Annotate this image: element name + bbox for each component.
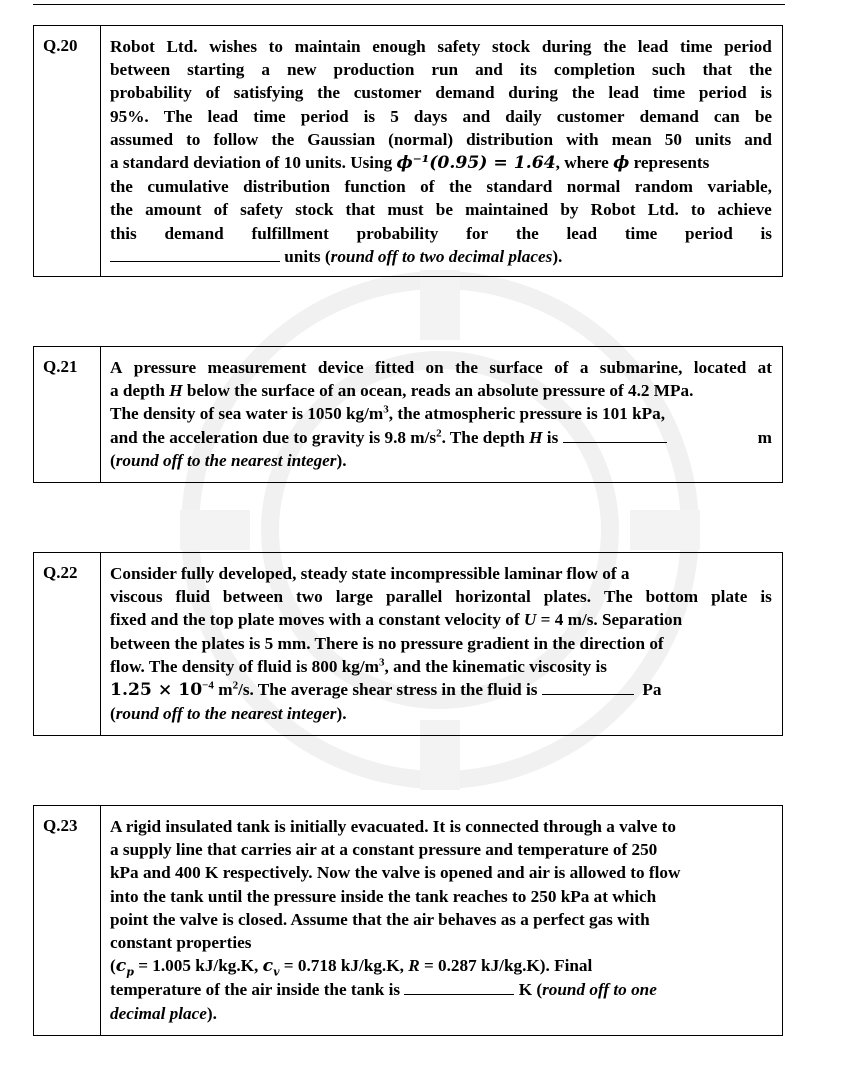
rounding-note: round off to two decimal places xyxy=(330,246,553,266)
rounding-note: round off to the nearest integer xyxy=(115,704,337,724)
word: stock xyxy=(295,200,334,220)
text-line: between the plates is 5 mm. There is no pressure gradient in the direction of xyxy=(110,633,664,653)
word: the xyxy=(603,37,627,56)
text-line xyxy=(110,402,772,425)
word: period xyxy=(300,106,349,126)
question-box-q20 xyxy=(33,25,783,277)
word: lead xyxy=(608,83,639,103)
word: customer xyxy=(353,83,422,103)
word: the xyxy=(749,60,772,80)
text-line: a supply line that carries air at a constant pressure and temperature of 250 xyxy=(110,840,658,860)
word: that xyxy=(702,60,733,80)
question-box-q23 xyxy=(33,805,783,1036)
text-line-answer xyxy=(110,426,772,449)
answer-blank[interactable] xyxy=(110,246,280,262)
word: daily xyxy=(505,106,542,126)
question-number: Q.23 xyxy=(34,806,101,1035)
word: mean xyxy=(611,129,652,149)
word: time xyxy=(253,106,286,126)
page-top-rule xyxy=(33,0,785,5)
answer-unit: units ( xyxy=(280,246,331,266)
word: standard xyxy=(486,177,553,197)
text-line: (round off to the nearest integer). xyxy=(110,704,347,724)
word: can xyxy=(713,106,740,126)
word: is xyxy=(760,223,772,243)
phi-symbol: ϕ xyxy=(613,153,630,174)
text-line xyxy=(110,35,772,58)
rounding-note: round off to one xyxy=(542,980,657,1000)
word: completion xyxy=(553,60,636,80)
word: 95%. xyxy=(110,106,149,126)
word: by xyxy=(560,200,579,220)
word: production xyxy=(333,60,415,80)
word: such xyxy=(652,60,686,80)
word: demand xyxy=(639,106,699,126)
text-line xyxy=(110,81,772,104)
word: and xyxy=(475,60,503,80)
word: Robot xyxy=(590,200,636,220)
var-U: U xyxy=(523,610,537,630)
word: at xyxy=(757,358,772,377)
word: satisfying xyxy=(233,83,304,103)
word: assumed xyxy=(110,129,174,149)
word: the xyxy=(317,83,341,103)
word: maintain xyxy=(294,37,361,56)
var-cp: c xyxy=(115,956,127,977)
text-fragment: = 0.287 kJ/kg.K). Final xyxy=(419,956,593,976)
word: its xyxy=(519,60,537,80)
rounding-note: decimal place xyxy=(110,1003,207,1023)
text-fragment: The density of sea water is 1050 kg/m xyxy=(110,404,384,424)
word: the xyxy=(271,129,295,149)
word: time xyxy=(624,223,658,243)
question-text xyxy=(101,26,782,276)
word: demand xyxy=(435,83,495,103)
text-fragment: and the acceleration due to gravity is 9.8 m/s xyxy=(110,427,437,447)
word: fitted xyxy=(375,358,415,377)
word: lead xyxy=(566,223,598,243)
word: be xyxy=(754,106,772,126)
text-line xyxy=(110,175,772,198)
word: between xyxy=(110,60,171,80)
text-line: into the tank until the pressure inside the tank reaches to 250 kPa at which xyxy=(110,886,657,906)
word: with xyxy=(566,129,599,149)
var-H: H xyxy=(169,381,183,401)
word: device xyxy=(317,358,364,377)
var-R: R xyxy=(408,956,420,976)
word: horizontal xyxy=(455,587,531,607)
word: stock xyxy=(491,37,531,56)
word: submarine, xyxy=(599,358,683,377)
question-box-q21 xyxy=(33,346,783,483)
word: period xyxy=(685,223,733,243)
text-line xyxy=(110,379,772,402)
answer-unit: m xyxy=(757,427,772,447)
word: run xyxy=(431,60,459,80)
word: a xyxy=(579,358,589,377)
word: during xyxy=(508,83,558,103)
word: during xyxy=(541,37,592,56)
answer-blank[interactable] xyxy=(404,979,514,995)
word: measurement xyxy=(207,358,307,377)
word: maintained xyxy=(465,200,549,220)
word: the xyxy=(515,223,539,243)
text-line-phi xyxy=(110,151,772,175)
word: The xyxy=(603,587,633,607)
answer-unit: Pa xyxy=(642,680,662,700)
answer-blank[interactable] xyxy=(563,427,667,443)
text-line xyxy=(110,608,772,631)
text-fragment: ). xyxy=(552,246,563,266)
text-fragment: a depth xyxy=(110,381,170,401)
word: safety xyxy=(437,37,481,56)
question-number: Q.22 xyxy=(34,553,101,735)
word: plate xyxy=(711,587,748,607)
word: cumulative xyxy=(147,177,229,197)
text-line xyxy=(110,585,772,608)
question-text xyxy=(101,347,782,482)
question-number: Q.21 xyxy=(34,347,101,482)
text-line: constant properties xyxy=(110,933,252,953)
word: The xyxy=(163,106,193,126)
word: is xyxy=(760,587,772,607)
word: between xyxy=(222,587,284,607)
text-fragment: m xyxy=(213,680,233,700)
word: parallel xyxy=(385,587,443,607)
word: A xyxy=(110,358,123,377)
word: probability xyxy=(110,83,192,103)
text-line-words xyxy=(110,222,772,245)
word: normal xyxy=(566,177,621,197)
word: fluid xyxy=(175,587,210,607)
word: is xyxy=(760,83,772,103)
word: time xyxy=(652,83,686,103)
text-fragment: , and the kinematic viscosity is xyxy=(384,656,607,676)
word: two xyxy=(296,587,323,607)
word: follow xyxy=(213,129,259,149)
text-line: (round off to the nearest integer). xyxy=(110,450,347,470)
answer-blank[interactable] xyxy=(542,679,634,695)
word: and xyxy=(744,129,772,149)
word: fulfillment xyxy=(251,223,329,243)
word: pressure xyxy=(133,358,197,377)
word: enough xyxy=(372,37,426,56)
word: the xyxy=(455,358,478,377)
word: 5 xyxy=(390,106,399,126)
superscript: 3 xyxy=(383,403,389,416)
word: the xyxy=(448,177,472,197)
text-fragment: = 1.005 kJ/kg.K, xyxy=(133,956,263,976)
word: to xyxy=(690,200,706,220)
subscript: v xyxy=(273,965,280,979)
superscript: 3 xyxy=(379,656,385,669)
word: the xyxy=(110,200,133,220)
text-line xyxy=(110,198,772,221)
text-fragment: represents xyxy=(629,153,710,173)
var-H: H xyxy=(529,427,543,447)
subscript: p xyxy=(126,965,134,979)
text-fragment: ). xyxy=(206,1003,217,1023)
word: lead xyxy=(637,37,669,56)
word: on xyxy=(425,358,444,377)
word: bottom xyxy=(645,587,699,607)
superscript: 2 xyxy=(232,679,239,692)
text-fragment: fixed and the top plate moves with a constant velocity of xyxy=(110,610,524,630)
word: demand xyxy=(164,223,224,243)
text-fragment: flow. The density of fluid is 800 kg/m xyxy=(110,656,379,676)
text-fragment: /s. The average shear stress in the fluid is xyxy=(238,680,542,700)
viscosity-value: 1.25 × 10 xyxy=(110,680,203,701)
superscript: −4 xyxy=(202,679,214,692)
word: the xyxy=(571,83,595,103)
word: starting xyxy=(187,60,245,80)
word: units xyxy=(694,129,732,149)
word: to xyxy=(268,37,283,56)
word: of xyxy=(205,83,220,103)
text-fragment: below the surface of an ocean, reads an absolute pressure of 4.2 MPa. xyxy=(182,381,694,401)
word: period xyxy=(698,83,747,103)
text-line xyxy=(110,128,772,151)
word: Gaussian xyxy=(307,129,376,149)
word: of xyxy=(554,358,569,377)
word: that xyxy=(345,200,376,220)
text-line xyxy=(110,1002,772,1025)
question-text xyxy=(101,553,782,735)
text-line: A rigid insulated tank is initially evacuated. It is connected through a valve to xyxy=(110,817,676,836)
text-fragment: = 4 m/s. Separation xyxy=(536,610,683,630)
answer-unit: K ( xyxy=(514,980,543,1000)
word: amount xyxy=(145,200,202,220)
word: time xyxy=(679,37,713,56)
word: for xyxy=(466,223,489,243)
text-line xyxy=(110,58,772,81)
answer-line xyxy=(110,245,772,268)
rounding-note: round off to the nearest integer xyxy=(115,450,337,470)
word: surface xyxy=(489,358,543,377)
word: must xyxy=(387,200,424,220)
word: this xyxy=(110,223,137,243)
phi-expression: ϕ⁻¹(0.95) = 1.64 xyxy=(396,153,556,174)
word: Ltd. xyxy=(166,37,198,56)
superscript: 2 xyxy=(436,426,442,439)
text-line: point the valve is closed. Assume that the air behaves as a perfect gas with xyxy=(110,909,650,929)
question-number: Q.20 xyxy=(34,26,101,276)
word: plates. xyxy=(543,587,591,607)
word: new xyxy=(286,60,317,80)
text-fragment: , the atmospheric pressure is 101 kPa, xyxy=(388,404,666,424)
text-line-answer xyxy=(110,678,772,702)
word: of xyxy=(213,200,228,220)
word: random xyxy=(634,177,694,197)
word: the xyxy=(110,177,133,197)
word: large xyxy=(335,587,373,607)
var-cv: c xyxy=(262,956,274,977)
text-fragment: . The depth xyxy=(441,427,530,447)
word: viscous xyxy=(110,587,163,607)
word: a xyxy=(261,60,270,80)
word: distribution xyxy=(243,177,330,197)
text-line xyxy=(110,356,772,379)
word: achieve xyxy=(717,200,772,220)
word: of xyxy=(420,177,435,197)
word: located xyxy=(693,358,747,377)
word: customer xyxy=(556,106,625,126)
word: is xyxy=(363,106,376,126)
text-fragment: , where xyxy=(555,153,614,173)
question-text xyxy=(101,806,782,1035)
word: lead xyxy=(207,106,239,126)
text-line-answer xyxy=(110,978,772,1001)
word: 50 xyxy=(664,129,682,149)
word: variable, xyxy=(707,177,772,197)
text-line: Consider fully developed, steady state incompressible laminar flow of a xyxy=(110,564,630,583)
word: be xyxy=(435,200,453,220)
word: period xyxy=(724,37,772,56)
word: distribution xyxy=(466,129,554,149)
text-line-properties: ($c_p = 1.005$ kJ/kg.K, $c_v = 0.718$ kJ/kg.K, R = 0.287 kJ/kg.K). Final xyxy=(110,956,593,979)
word: days xyxy=(413,106,448,126)
word: to xyxy=(186,129,201,149)
text-fragment: temperature of the air inside the tank is xyxy=(110,980,405,1000)
text-fragment: a standard deviation of 10 units. Using xyxy=(110,153,397,173)
question-box-q22 xyxy=(33,552,783,736)
word: Ltd. xyxy=(647,200,679,220)
word: Robot xyxy=(110,37,155,56)
text-fragment: = 0.718 kJ/kg.K, xyxy=(279,956,409,976)
text-fragment: is xyxy=(542,427,559,447)
word: wishes xyxy=(209,37,258,56)
text-line xyxy=(110,105,772,128)
word: probability xyxy=(356,223,439,243)
word: safety xyxy=(240,200,284,220)
word: function xyxy=(344,177,406,197)
word: and xyxy=(462,106,491,126)
text-line: kPa and 400 K respectively. Now the valve is opened and air is allowed to flow xyxy=(110,863,681,883)
text-line xyxy=(110,655,772,678)
word: (normal) xyxy=(388,129,454,149)
